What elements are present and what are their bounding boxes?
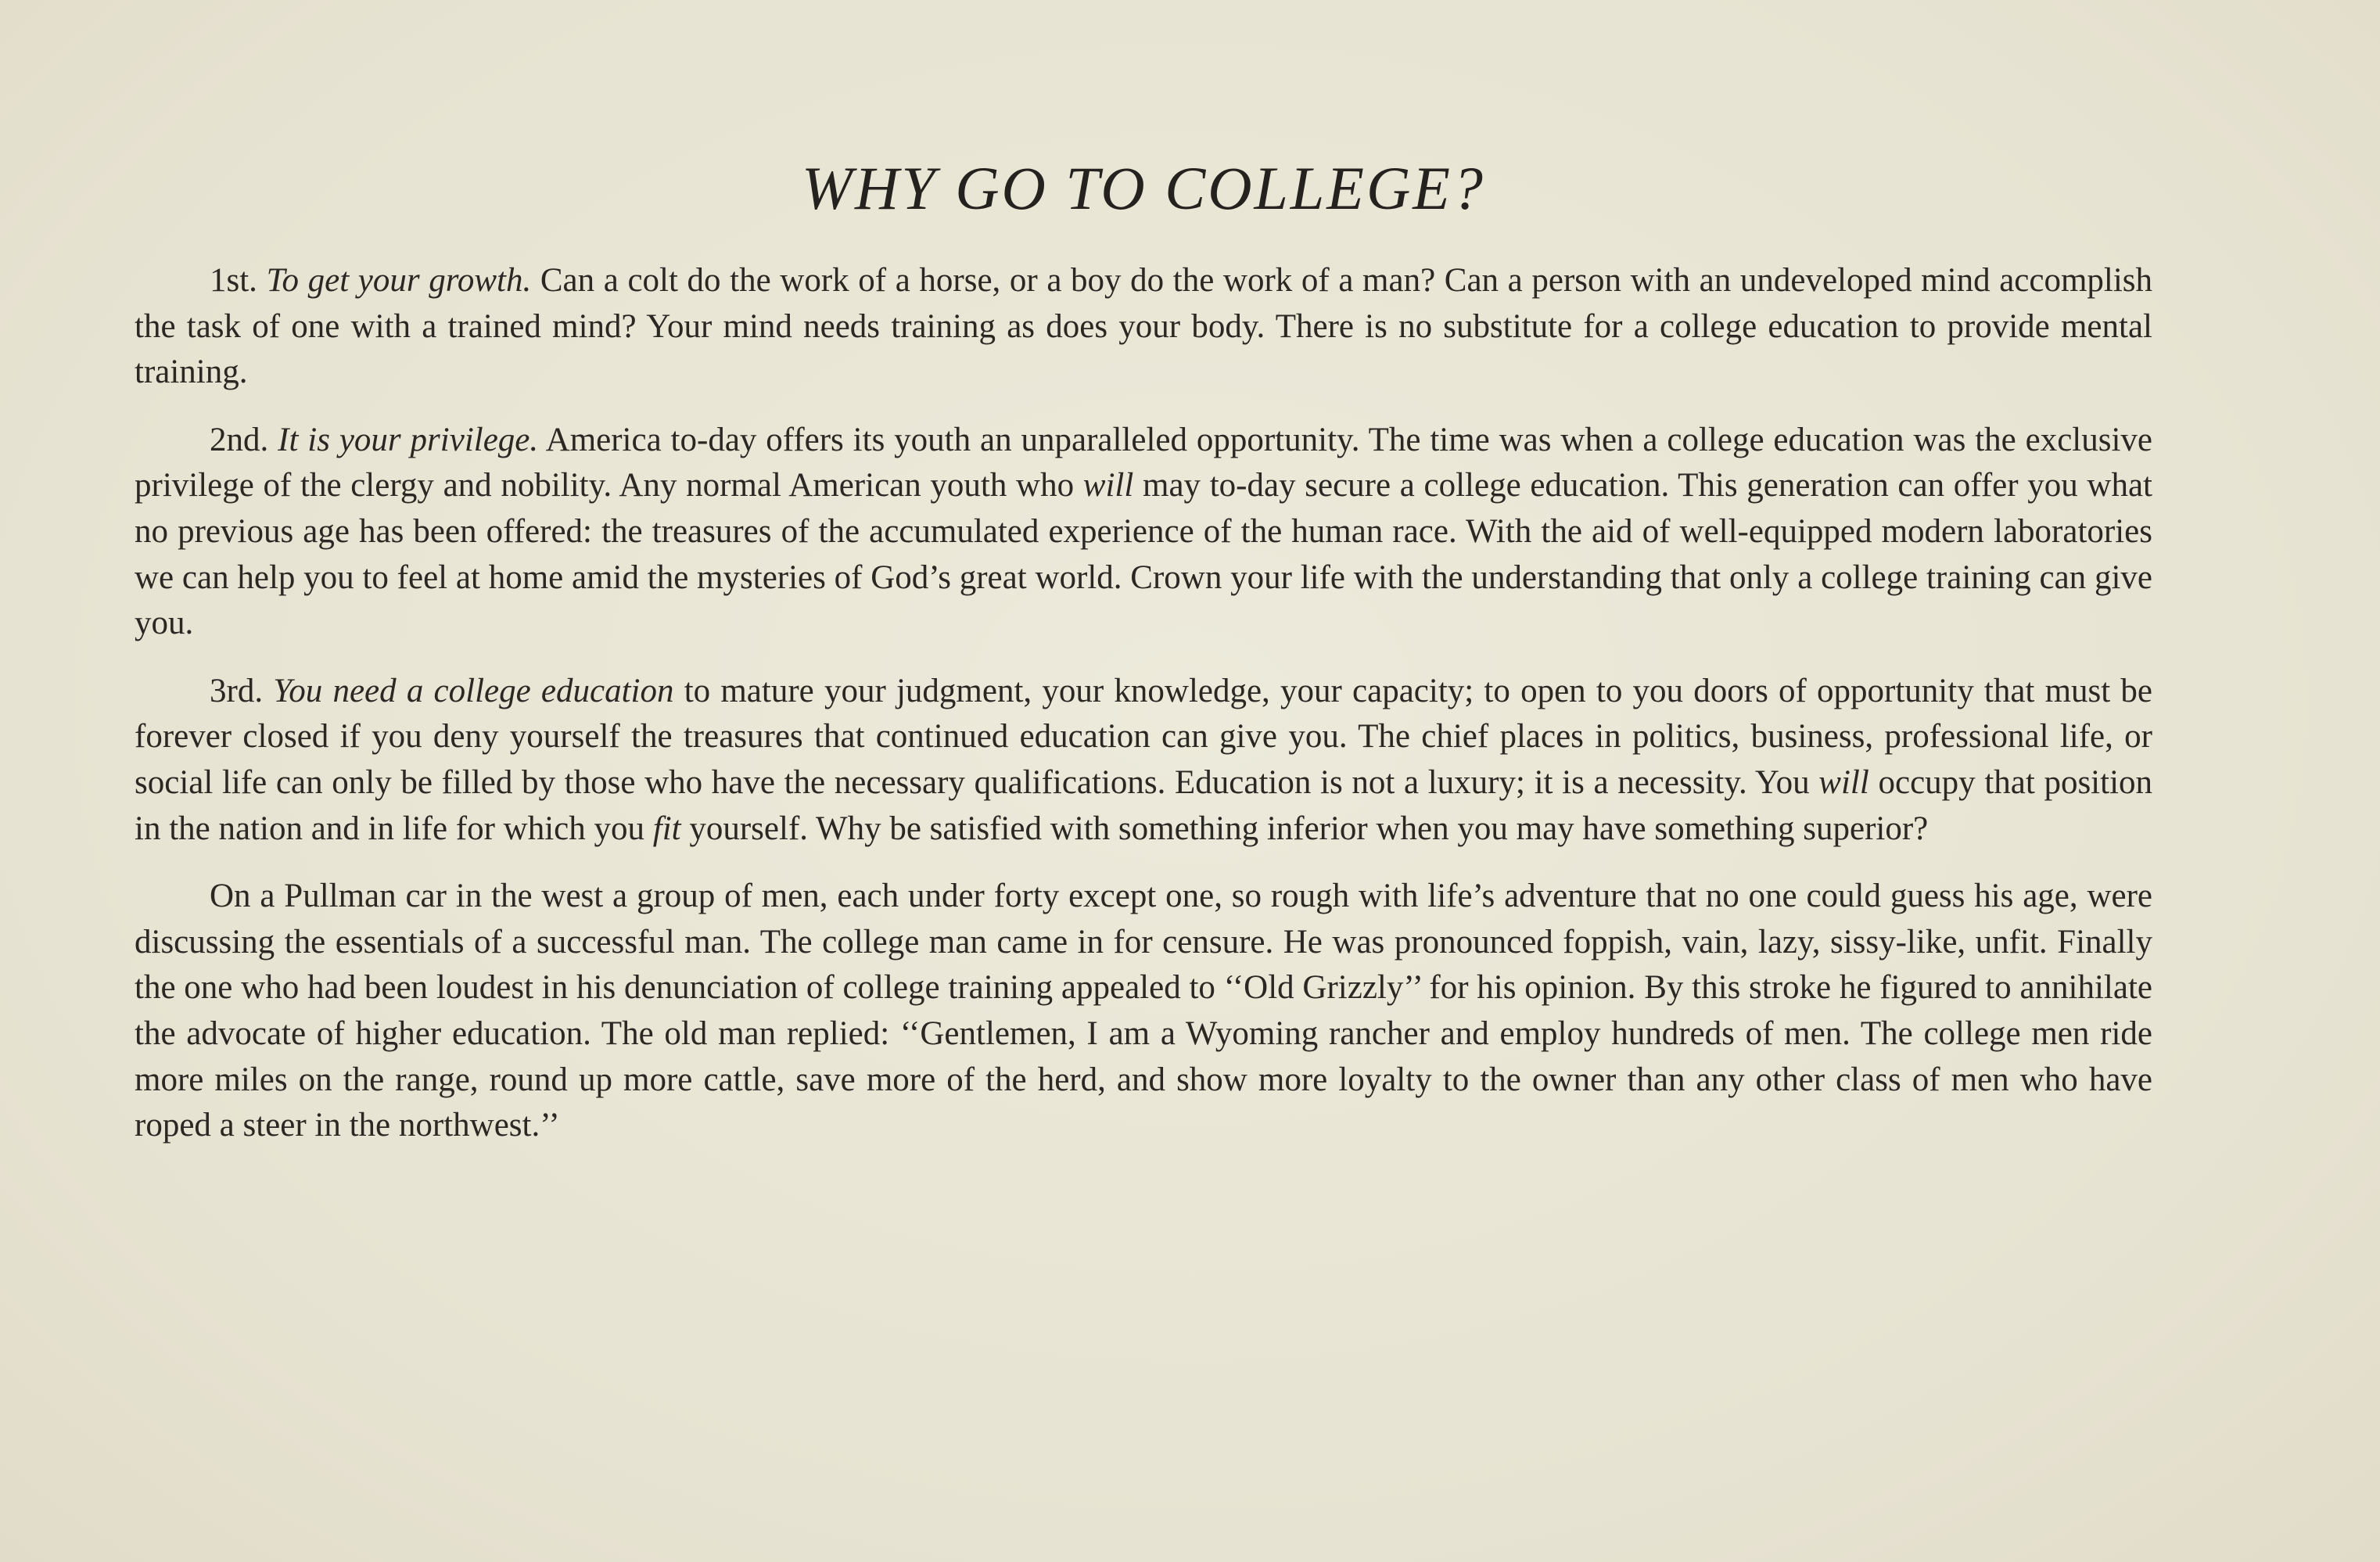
paragraph-lead: It is your privilege. (278, 421, 539, 458)
paragraph-text-end: yourself. Why be satisfied with something inferior when you may have something superior? (689, 810, 1929, 847)
paragraph-first-reason (135, 258, 2152, 396)
paragraph-text-continued: may to-day secure a college education. This generation can offer you what no previous age has been offered: the treasures of the accumulated experience of the human race. With the aid of well-equipped modern laboratories we can help you to feel at home amid the mysteries of God’s great world. Crown your life with the understanding that only a college training can give you. (135, 467, 2152, 642)
paragraph-text-continued: occupy that position in the nation and in life for which you (135, 763, 2153, 847)
emphasis-will: will (1818, 763, 1869, 801)
page-title: WHY GO TO COLLEGE? (802, 154, 1485, 222)
emphasis-fit: fit (652, 810, 681, 847)
paragraph-lead: You need a college education (273, 672, 674, 709)
paragraph-text: Can a colt do the work of a horse, or a boy do the work of a man? Can a person with an undeveloped mind accomplish the task of one with a trained mind? Your mind needs training as does your body. There is no substitute for a college education to provide mental training. (135, 262, 2153, 391)
paragraph-lead: To get your growth. (266, 262, 532, 299)
paragraph-number: 3rd. (210, 672, 264, 709)
paragraph-second-reason (135, 418, 2152, 647)
paragraph-third-reason (135, 669, 2152, 852)
paragraph-text: to mature your judgment, your knowledge, your capacity; to open to you doors of opportunity that must be forever closed if you deny yourself the treasures that continued education can give you. The chief places in politics, business, professional life, or social life can only be filled by those who have the necessary qualifications. Education is not a luxury; it is a necessity. You (135, 672, 2153, 801)
paragraph-text: America to-day offers its youth an unparalleled opportunity. The time was when a college education was the exclusive privilege of the clergy and nobility. Any normal American youth who (135, 421, 2152, 505)
document-body (135, 258, 2152, 1171)
paragraph-number: 2nd. (210, 421, 269, 458)
emphasis-will: will (1082, 467, 1134, 505)
paragraph-number: 1st. (210, 262, 257, 299)
paragraph-anecdote: On a Pullman car in the west a group of men, each under forty except one, so rough with life’s adventure that no one could guess his age, were discussing the essentials of a successful man. The college man came in for censure. He was pronounced foppish, vain, lazy, sissy-like, unfit. Finally the one who had been loudest in his denunciation of college training appealed to ‘‘Old Grizzly’’ for his opinion. By this stroke he figured to annihilate the advocate of higher education. The old man replied: ‘‘Gentlemen, I am a Wyoming rancher and employ hundreds of men. The college men ride more miles on the range, round up more cattle, save more of the herd, and show more loyalty to the owner than any other class of men who have roped a steer in the northwest.’’ (135, 878, 2152, 1144)
